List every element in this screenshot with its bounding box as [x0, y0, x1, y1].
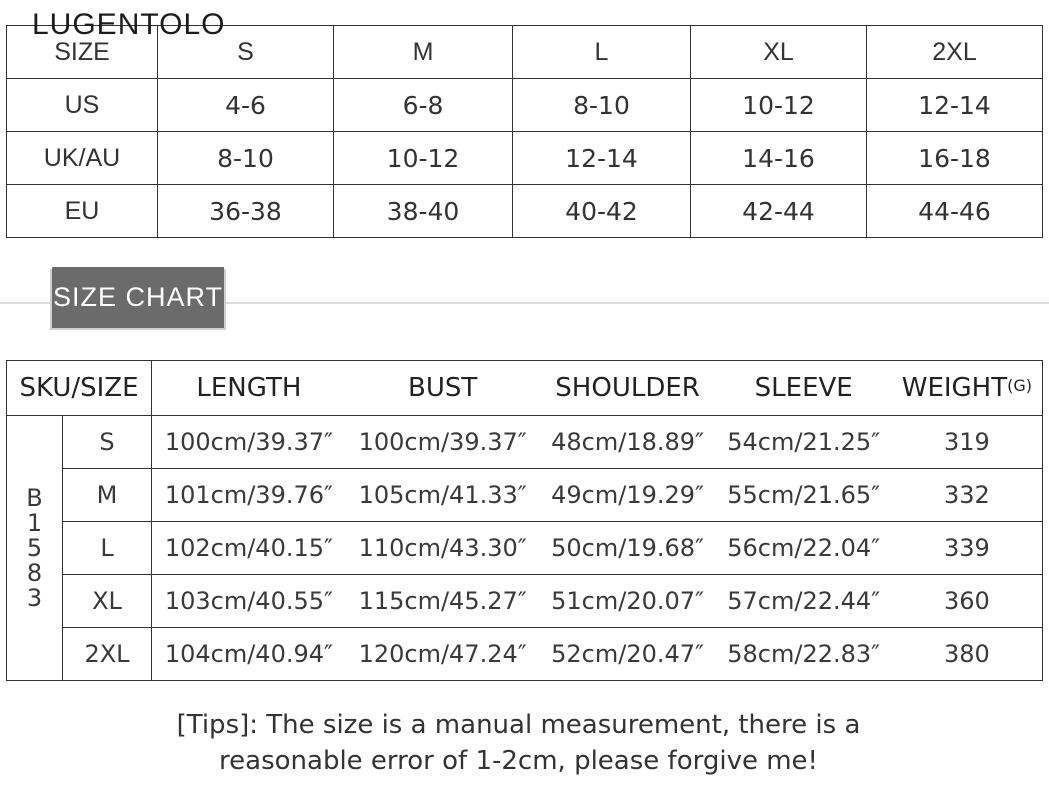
size-label: XL: [63, 575, 152, 628]
conversion-row-uk-au: [7, 132, 1043, 185]
conversion-cell: 38-40: [334, 185, 513, 238]
header-sleeve: SLEEVE: [716, 361, 892, 416]
conversion-header-m: M: [334, 26, 513, 79]
measurement-row-s: [7, 416, 1043, 469]
sku-code: [7, 416, 63, 681]
header-weight: [892, 361, 1043, 416]
header-bust: BUST: [346, 361, 540, 416]
conversion-cell: 4-6: [158, 79, 334, 132]
header-weight-label: WEIGHT: [901, 373, 1008, 403]
tips-note: [0, 707, 1037, 779]
conversion-row-label: US: [7, 79, 158, 132]
length-cell: 100cm/39.37″: [152, 416, 346, 469]
shoulder-cell: 49cm/19.29″: [540, 469, 716, 522]
weight-unit: (G): [1007, 376, 1033, 395]
weight-cell: 319: [892, 416, 1043, 469]
sku-char: 5: [26, 533, 43, 562]
sku-char: B: [26, 483, 43, 512]
conversion-row-us: [7, 79, 1043, 132]
conversion-cell: 8-10: [513, 79, 691, 132]
conversion-cell: 44-46: [867, 185, 1043, 238]
header-length: LENGTH: [152, 361, 346, 416]
measurement-table: [6, 360, 1043, 681]
shoulder-cell: 52cm/20.47″: [540, 628, 716, 681]
bust-cell: 105cm/41.33″: [346, 469, 540, 522]
size-conversion-table: [6, 25, 1043, 238]
size-label: 2XL: [63, 628, 152, 681]
length-cell: 102cm/40.15″: [152, 522, 346, 575]
length-cell: 104cm/40.94″: [152, 628, 346, 681]
sleeve-cell: 55cm/21.65″: [716, 469, 892, 522]
conversion-cell: 40-42: [513, 185, 691, 238]
conversion-cell: 36-38: [158, 185, 334, 238]
size-label: L: [63, 522, 152, 575]
sku-char: 1: [26, 508, 43, 537]
weight-cell: 360: [892, 575, 1043, 628]
length-cell: 103cm/40.55″: [152, 575, 346, 628]
conversion-cell: 14-16: [691, 132, 867, 185]
bust-cell: 120cm/47.24″: [346, 628, 540, 681]
conversion-cell: 42-44: [691, 185, 867, 238]
sku-char: 3: [26, 583, 43, 612]
shoulder-cell: 48cm/18.89″: [540, 416, 716, 469]
conversion-row-label: EU: [7, 185, 158, 238]
conversion-cell: 10-12: [691, 79, 867, 132]
bust-cell: 115cm/45.27″: [346, 575, 540, 628]
conversion-header-l: L: [513, 26, 691, 79]
conversion-header-2xl: 2XL: [867, 26, 1043, 79]
sleeve-cell: 57cm/22.44″: [716, 575, 892, 628]
sleeve-cell: 54cm/21.25″: [716, 416, 892, 469]
measurement-row-2xl: [7, 628, 1043, 681]
bust-cell: 100cm/39.37″: [346, 416, 540, 469]
conversion-cell: 16-18: [867, 132, 1043, 185]
size-chart-banner: SIZE CHART: [52, 267, 224, 328]
conversion-header-xl: XL: [691, 26, 867, 79]
measurement-row-l: [7, 522, 1043, 575]
weight-cell: 332: [892, 469, 1043, 522]
length-cell: 101cm/39.76″: [152, 469, 346, 522]
brand-logo: LUGENTOLO: [32, 8, 226, 41]
weight-cell: 380: [892, 628, 1043, 681]
conversion-cell: 10-12: [334, 132, 513, 185]
shoulder-cell: 51cm/20.07″: [540, 575, 716, 628]
measurement-row-xl: [7, 575, 1043, 628]
measurement-header-row: [7, 361, 1043, 416]
conversion-header-s: S: [158, 26, 334, 79]
sleeve-cell: 56cm/22.04″: [716, 522, 892, 575]
conversion-row-eu: [7, 185, 1043, 238]
sku-size-header: SKU/SIZE: [7, 361, 152, 416]
conversion-cell: 6-8: [334, 79, 513, 132]
conversion-cell: 8-10: [158, 132, 334, 185]
tips-line-2: reasonable error of 1-2cm, please forgive me!: [219, 746, 818, 776]
header-shoulder: SHOULDER: [540, 361, 716, 416]
conversion-row-label: UK/AU: [7, 132, 158, 185]
size-label: S: [63, 416, 152, 469]
conversion-header-size: SIZE: [7, 26, 158, 79]
size-label: M: [63, 469, 152, 522]
tips-line-1: [Tips]: The size is a manual measurement, there is a: [176, 710, 861, 740]
measurement-row-m: [7, 469, 1043, 522]
shoulder-cell: 50cm/19.68″: [540, 522, 716, 575]
conversion-cell: 12-14: [867, 79, 1043, 132]
sku-char: 8: [26, 558, 43, 587]
weight-cell: 339: [892, 522, 1043, 575]
sleeve-cell: 58cm/22.83″: [716, 628, 892, 681]
bust-cell: 110cm/43.30″: [346, 522, 540, 575]
conversion-cell: 12-14: [513, 132, 691, 185]
